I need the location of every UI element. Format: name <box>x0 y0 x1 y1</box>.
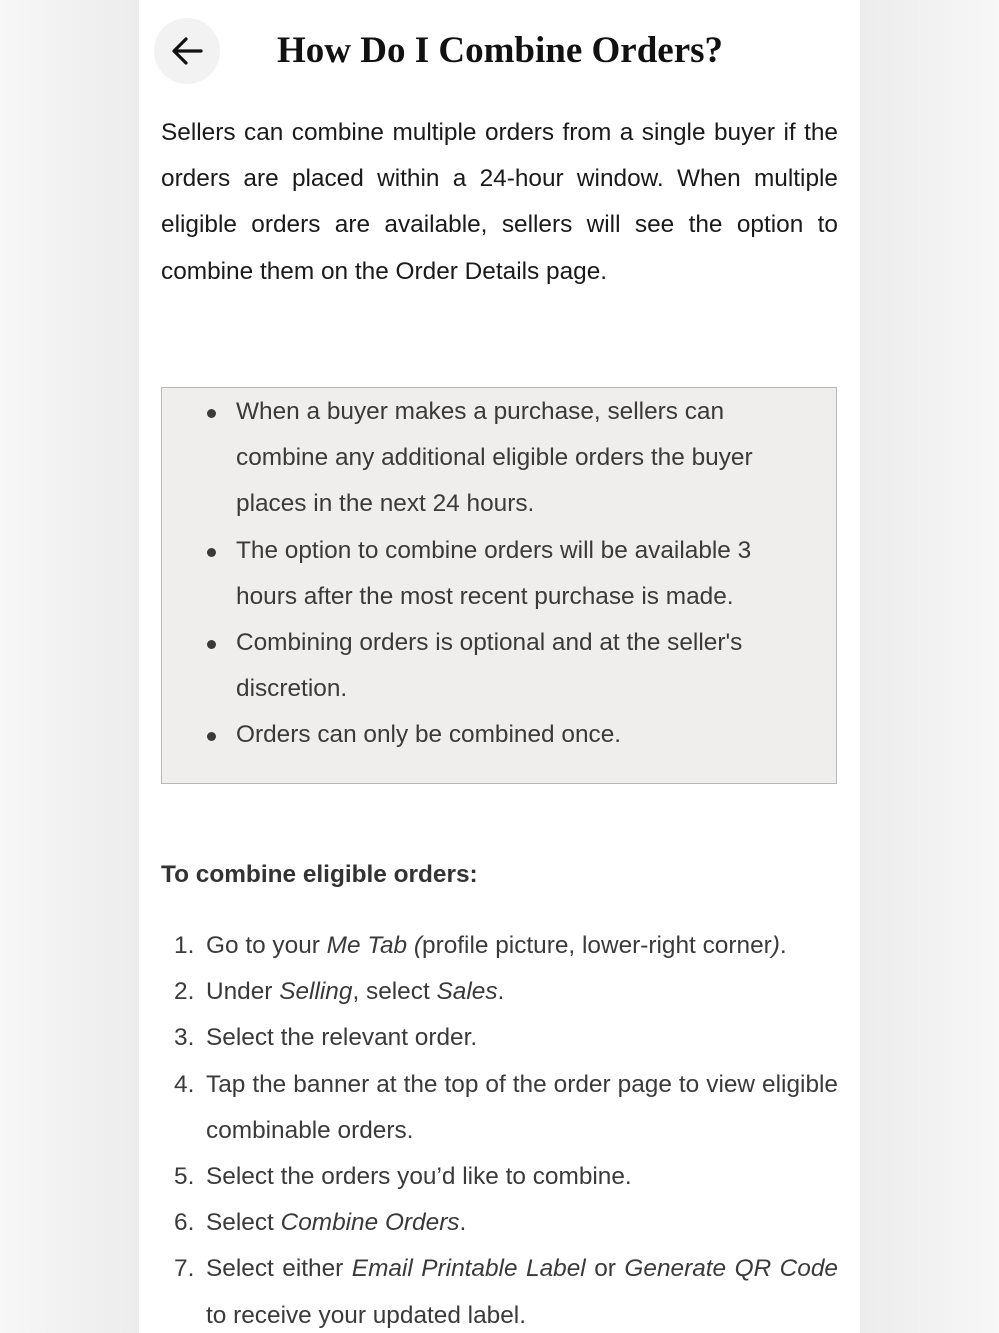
step-text: Select <box>206 1209 281 1237</box>
step-number: 1. <box>174 932 195 959</box>
step-emphasis-text: Email Printable Label <box>351 1255 586 1283</box>
left-gutter <box>0 0 139 1333</box>
bullet-dot <box>207 732 216 741</box>
info-bullet-text: The option to combine orders will be available 3 hours after the most recent purchase is made. <box>236 536 752 610</box>
step-number: 5. <box>174 1163 195 1191</box>
steps-list <box>161 923 838 1333</box>
step-text: Tap the banner at the top of the order page to view eligible combinable orders. <box>206 1070 838 1144</box>
info-bullet-item <box>162 528 836 620</box>
step-number: 3. <box>174 1024 195 1052</box>
steps-heading: To combine eligible orders: <box>161 861 478 888</box>
step-number: 4. <box>174 1070 195 1098</box>
step-emphasis-text: Me Tab ( <box>326 932 423 959</box>
step-item <box>161 1246 838 1333</box>
info-bullet-text: Combining orders is optional and at the seller's discretion. <box>236 629 743 703</box>
info-callout-box <box>161 387 837 784</box>
step-emphasis-text: Generate QR Code <box>624 1255 838 1283</box>
step-item <box>161 1062 838 1154</box>
step-item <box>161 923 838 969</box>
step-item <box>161 1154 838 1200</box>
info-bullet-item <box>162 712 836 758</box>
step-number: 2. <box>174 978 195 1006</box>
step-number: 6. <box>174 1209 195 1237</box>
step-text: . <box>497 978 505 1006</box>
step-emphasis-text: Selling <box>279 978 353 1006</box>
back-button[interactable] <box>154 18 220 84</box>
step-number: 7. <box>174 1255 195 1283</box>
step-text: , select <box>352 978 437 1006</box>
page-title: How Do I Combine Orders? <box>277 30 724 71</box>
step-text: or <box>585 1255 625 1283</box>
step-text: profile picture, lower-right corner <box>422 932 772 959</box>
info-bullet-text: When a buyer makes a purchase, sellers can combine any additional eligible orders the buyer places in the next 24 hours. <box>236 398 753 518</box>
step-text: Select the relevant order. <box>206 1024 478 1052</box>
step-item <box>161 1200 838 1246</box>
bullet-dot <box>207 640 216 649</box>
info-bullet-item <box>162 389 836 528</box>
step-text: Go to your <box>206 932 327 959</box>
arrow-left-icon <box>170 34 204 68</box>
step-text: Under <box>206 978 280 1006</box>
step-text: . <box>779 932 787 959</box>
step-text: Select either <box>206 1255 352 1283</box>
intro-paragraph: Sellers can combine multiple orders from a single buyer if the orders are placed within a 24-hour window. When multiple eligible orders are available, sellers will see the option to combine them on the Order Details page. <box>161 119 838 285</box>
step-text: to receive your updated label. <box>206 1301 526 1329</box>
step-item <box>161 1015 838 1061</box>
step-emphasis-text: ) <box>771 932 780 959</box>
bullet-dot <box>207 548 216 557</box>
step-text: . <box>459 1209 467 1237</box>
info-bullet-item <box>162 620 836 712</box>
info-bullet-text: Orders can only be combined once. <box>236 721 622 749</box>
bullet-dot <box>207 409 216 418</box>
step-emphasis-text: Sales <box>436 978 498 1006</box>
step-item <box>161 969 838 1015</box>
right-gutter <box>860 0 999 1333</box>
info-bullet-list <box>162 389 836 759</box>
help-article <box>139 0 860 1333</box>
article-header <box>139 0 860 100</box>
step-text: Select the orders you’d like to combine. <box>206 1163 632 1191</box>
step-emphasis-text: Combine Orders <box>280 1209 460 1237</box>
